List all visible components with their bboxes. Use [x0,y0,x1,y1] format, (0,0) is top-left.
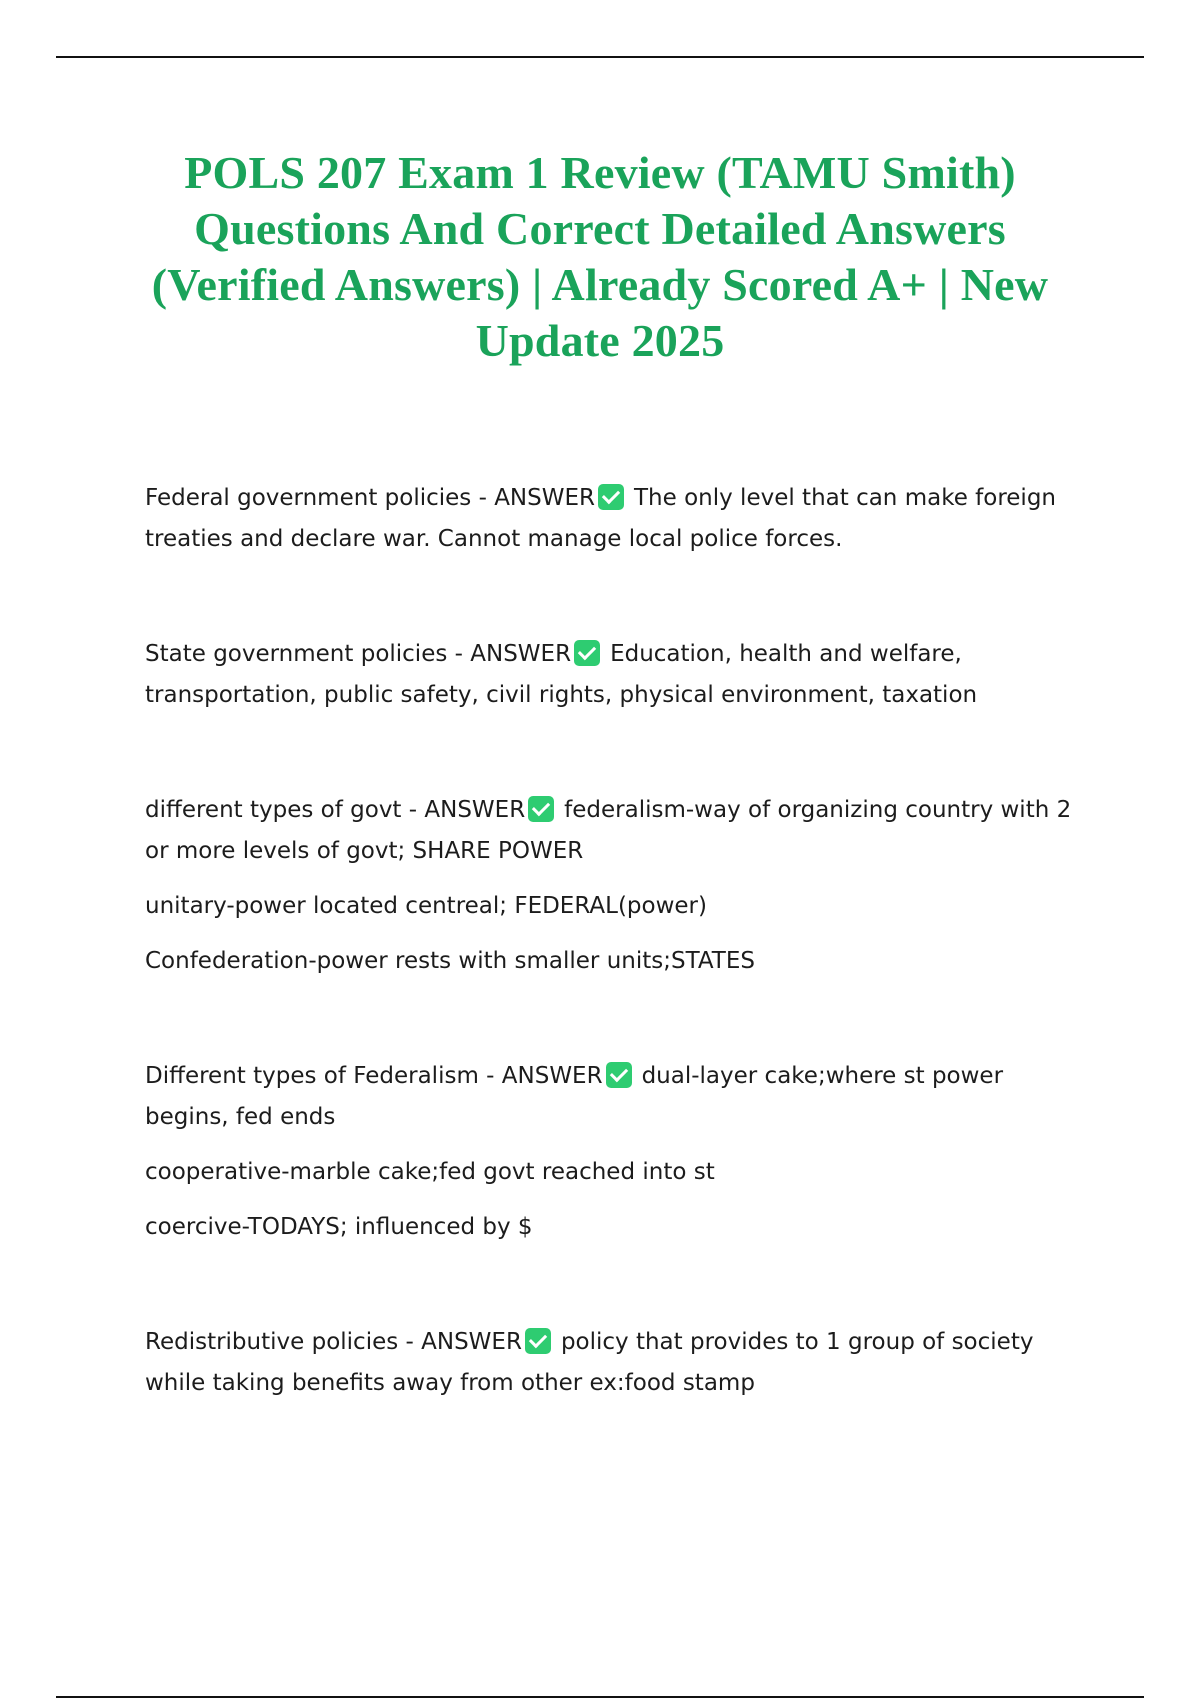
qa-item [145,1322,1085,1404]
check-mark-icon [598,484,624,510]
answer-continuation: Confederation-power rests with smaller units;STATES [145,948,755,974]
check-mark-icon [606,1062,632,1088]
answer-text: The only level that can make foreign treaties and declare war. Cannot manage local police forces. [145,485,1056,552]
question-text: Different types of Federalism - [145,1063,502,1089]
top-divider [56,56,1144,58]
qa-item [145,1056,1085,1248]
qa-question-line [145,790,1085,872]
bottom-divider [56,1696,1144,1698]
answer-text: Education, health and welfare, transportation, public safety, civil rights, physical environment, taxation [145,641,978,708]
qa-question-line [145,634,1085,716]
qa-question-line [145,1322,1085,1404]
question-text: Redistributive policies - [145,1329,422,1355]
qa-item [145,478,1085,560]
answer-text: policy that provides to 1 group of society while taking benefits away from other ex:food stamp [145,1329,1034,1396]
answer-text: dual-layer cake;where st power begins, fed ends [145,1063,1004,1130]
answer-text: federalism-way of organizing country with 2 or more levels of govt; SHARE POWER [145,797,1072,864]
answer-marker: ANSWER [470,641,572,667]
check-mark-icon [525,1328,551,1354]
question-text: different types of govt - [145,797,425,823]
answer-marker: ANSWER [421,1329,522,1355]
qa-question-line [145,1056,1085,1138]
answer-marker: ANSWER [494,485,595,511]
qa-question-line [145,478,1085,560]
question-text: Federal government policies - [145,485,495,511]
qa-item [145,790,1085,982]
question-text: State government policies - [145,641,471,667]
answer-continuation: unitary-power located centreal; FEDERAL(power) [145,893,707,919]
answer-continuation: cooperative-marble cake;fed govt reached into st [145,1159,715,1185]
answer-marker: ANSWER [424,797,526,823]
check-mark-icon [574,640,600,666]
answer-continuation: coercive-TODAYS; influenced by $ [145,1214,533,1240]
qa-item [145,634,1085,716]
qa-list [145,478,1085,1404]
check-mark-icon [528,796,554,822]
answer-marker: ANSWER [501,1063,603,1089]
document-title: POLS 207 Exam 1 Review (TAMU Smith) Questions And Correct Detailed Answers (Verified Answers) | Already Scored A+ | New Update 2025 [151,147,1049,366]
